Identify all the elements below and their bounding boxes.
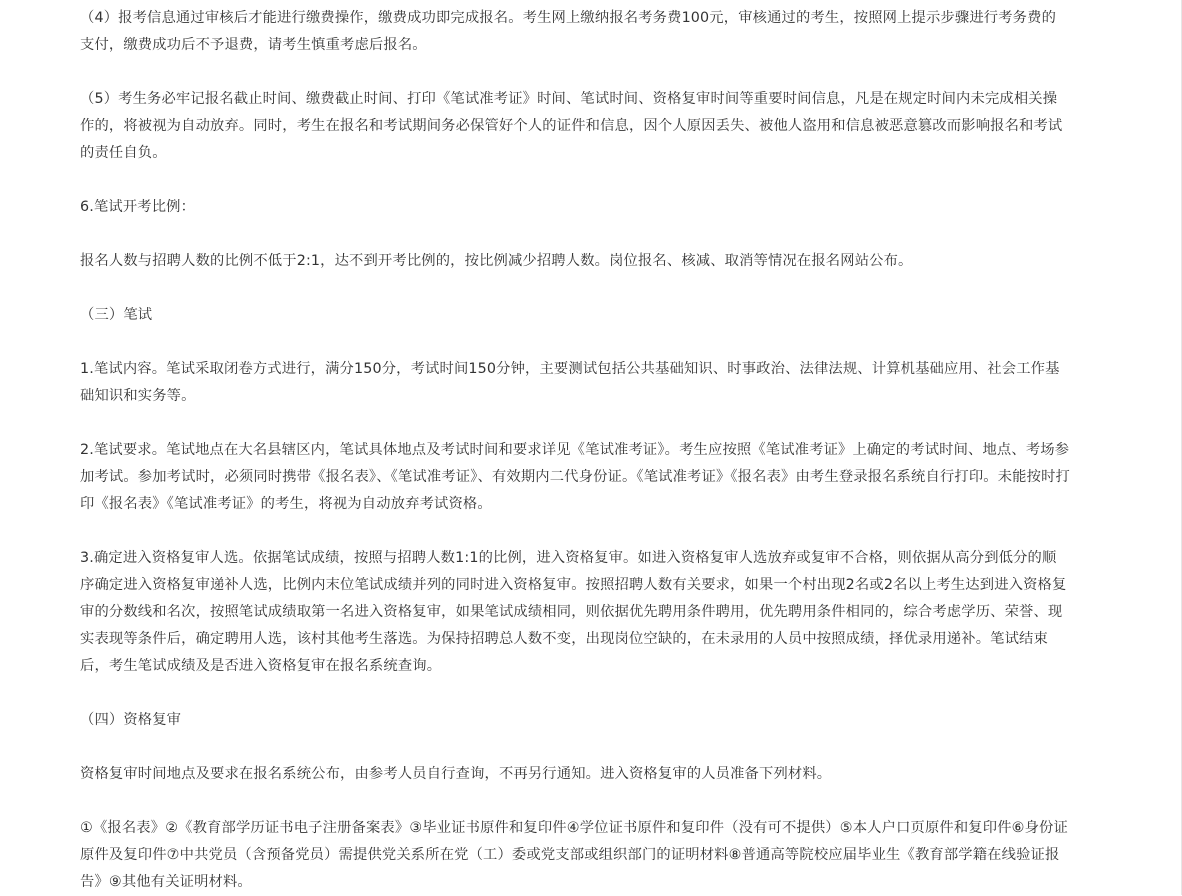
paragraph-review-selection: 3.确定进入资格复审人选。依据笔试成绩，按照与招聘人数1:1的比例，进入资格复审。如进入资格复审人选放弃或复审不合格，则依据从高分到低分的顺序确定进入资格复审递补人选，比例内末位笔试成绩并列的同时进入资格复审。按照招聘人数有关要求，如果一个村出现2名或2名以上考生达到进入资格复审的分数线和名次，按照笔试成绩取第一名进入资格复审，如果笔试成绩相同，则依据优先聘用条件聘用，优先聘用条件相同的，综合考虑学历、荣誉、现实表现等条件后，确定聘用人选，该村其他考生落选。为保持招聘总人数不变，出现岗位空缺的，在未录用的人员中按照成绩，择优录用递补。笔试结束后，考生笔试成绩及是否进入资格复审在报名系统查询。 bbox=[80, 550, 1067, 674]
paragraph-review-notice: 资格复审时间地点及要求在报名系统公布，由参考人员自行查询，不再另行通知。进入资格复审的人员准备下列材料。 bbox=[80, 766, 832, 782]
section-heading-written-exam: （三）笔试 bbox=[80, 307, 153, 323]
paragraph-exam-ratio: 报名人数与招聘人数的比例不低于2:1，达不到开考比例的，按比例减少招聘人数。岗位报名、核减、取消等情况在报名网站公布。 bbox=[80, 253, 913, 269]
paragraph-exam-requirements: 2.笔试要求。笔试地点在大名县辖区内，笔试具体地点及考试时间和要求详见《笔试准考证》。考生应按照《笔试准考证》上确定的考试时间、地点、考场参加考试。参加考试时，必须同时携带《报名表》、《笔试准考证》、有效期内二代身份证。《笔试准考证》《报名表》由考生登录报名系统自行打印。未能按时打印《报名表》《笔试准考证》的考生，将视为自动放弃考试资格。 bbox=[80, 442, 1070, 512]
paragraph-review-materials: ①《报名表》②《教育部学历证书电子注册备案表》③毕业证书原件和复印件④学位证书原件和复印件（没有可不提供）⑤本人户口页原件和复印件⑥身份证原件及复印件⑦中共党员（含预备党员）需提供党关系所在党（工）委或党支部或组织部门的证明材料⑧普通高等院校应届毕业生《教育部学籍在线验证报告》⑨其他有关证明材料。 bbox=[80, 820, 1068, 890]
section-heading-qualification-review: （四）资格复审 bbox=[80, 712, 182, 728]
paragraph-exam-content: 1.笔试内容。笔试采取闭卷方式进行，满分150分，考试时间150分钟，主要测试包括公共基础知识、时事政治、法律法规、计算机基础应用、社会工作基础知识和实务等。 bbox=[80, 361, 1060, 404]
paragraph-deadlines: （5）考生务必牢记报名截止时间、缴费截止时间、打印《笔试准考证》时间、笔试时间、资格复审时间等重要时间信息，凡是在规定时间内未完成相关操作的，将被视为自动放弃。同时，考生在报名和考试期间务必保管好个人的证件和信息，因个人原因丢失、被他人盗用和信息被恶意篡改而影响报名和考试的责任自负。 bbox=[80, 91, 1063, 161]
heading-exam-ratio: 6.笔试开考比例： bbox=[80, 199, 196, 215]
article-body bbox=[80, 5, 1070, 896]
paragraph-payment: （4）报考信息通过审核后才能进行缴费操作，缴费成功即完成报名。考生网上缴纳报名考务费100元，审核通过的考生，按照网上提示步骤进行考务费的支付，缴费成功后不予退费，请考生慎重考虑后报名。 bbox=[80, 10, 1057, 53]
